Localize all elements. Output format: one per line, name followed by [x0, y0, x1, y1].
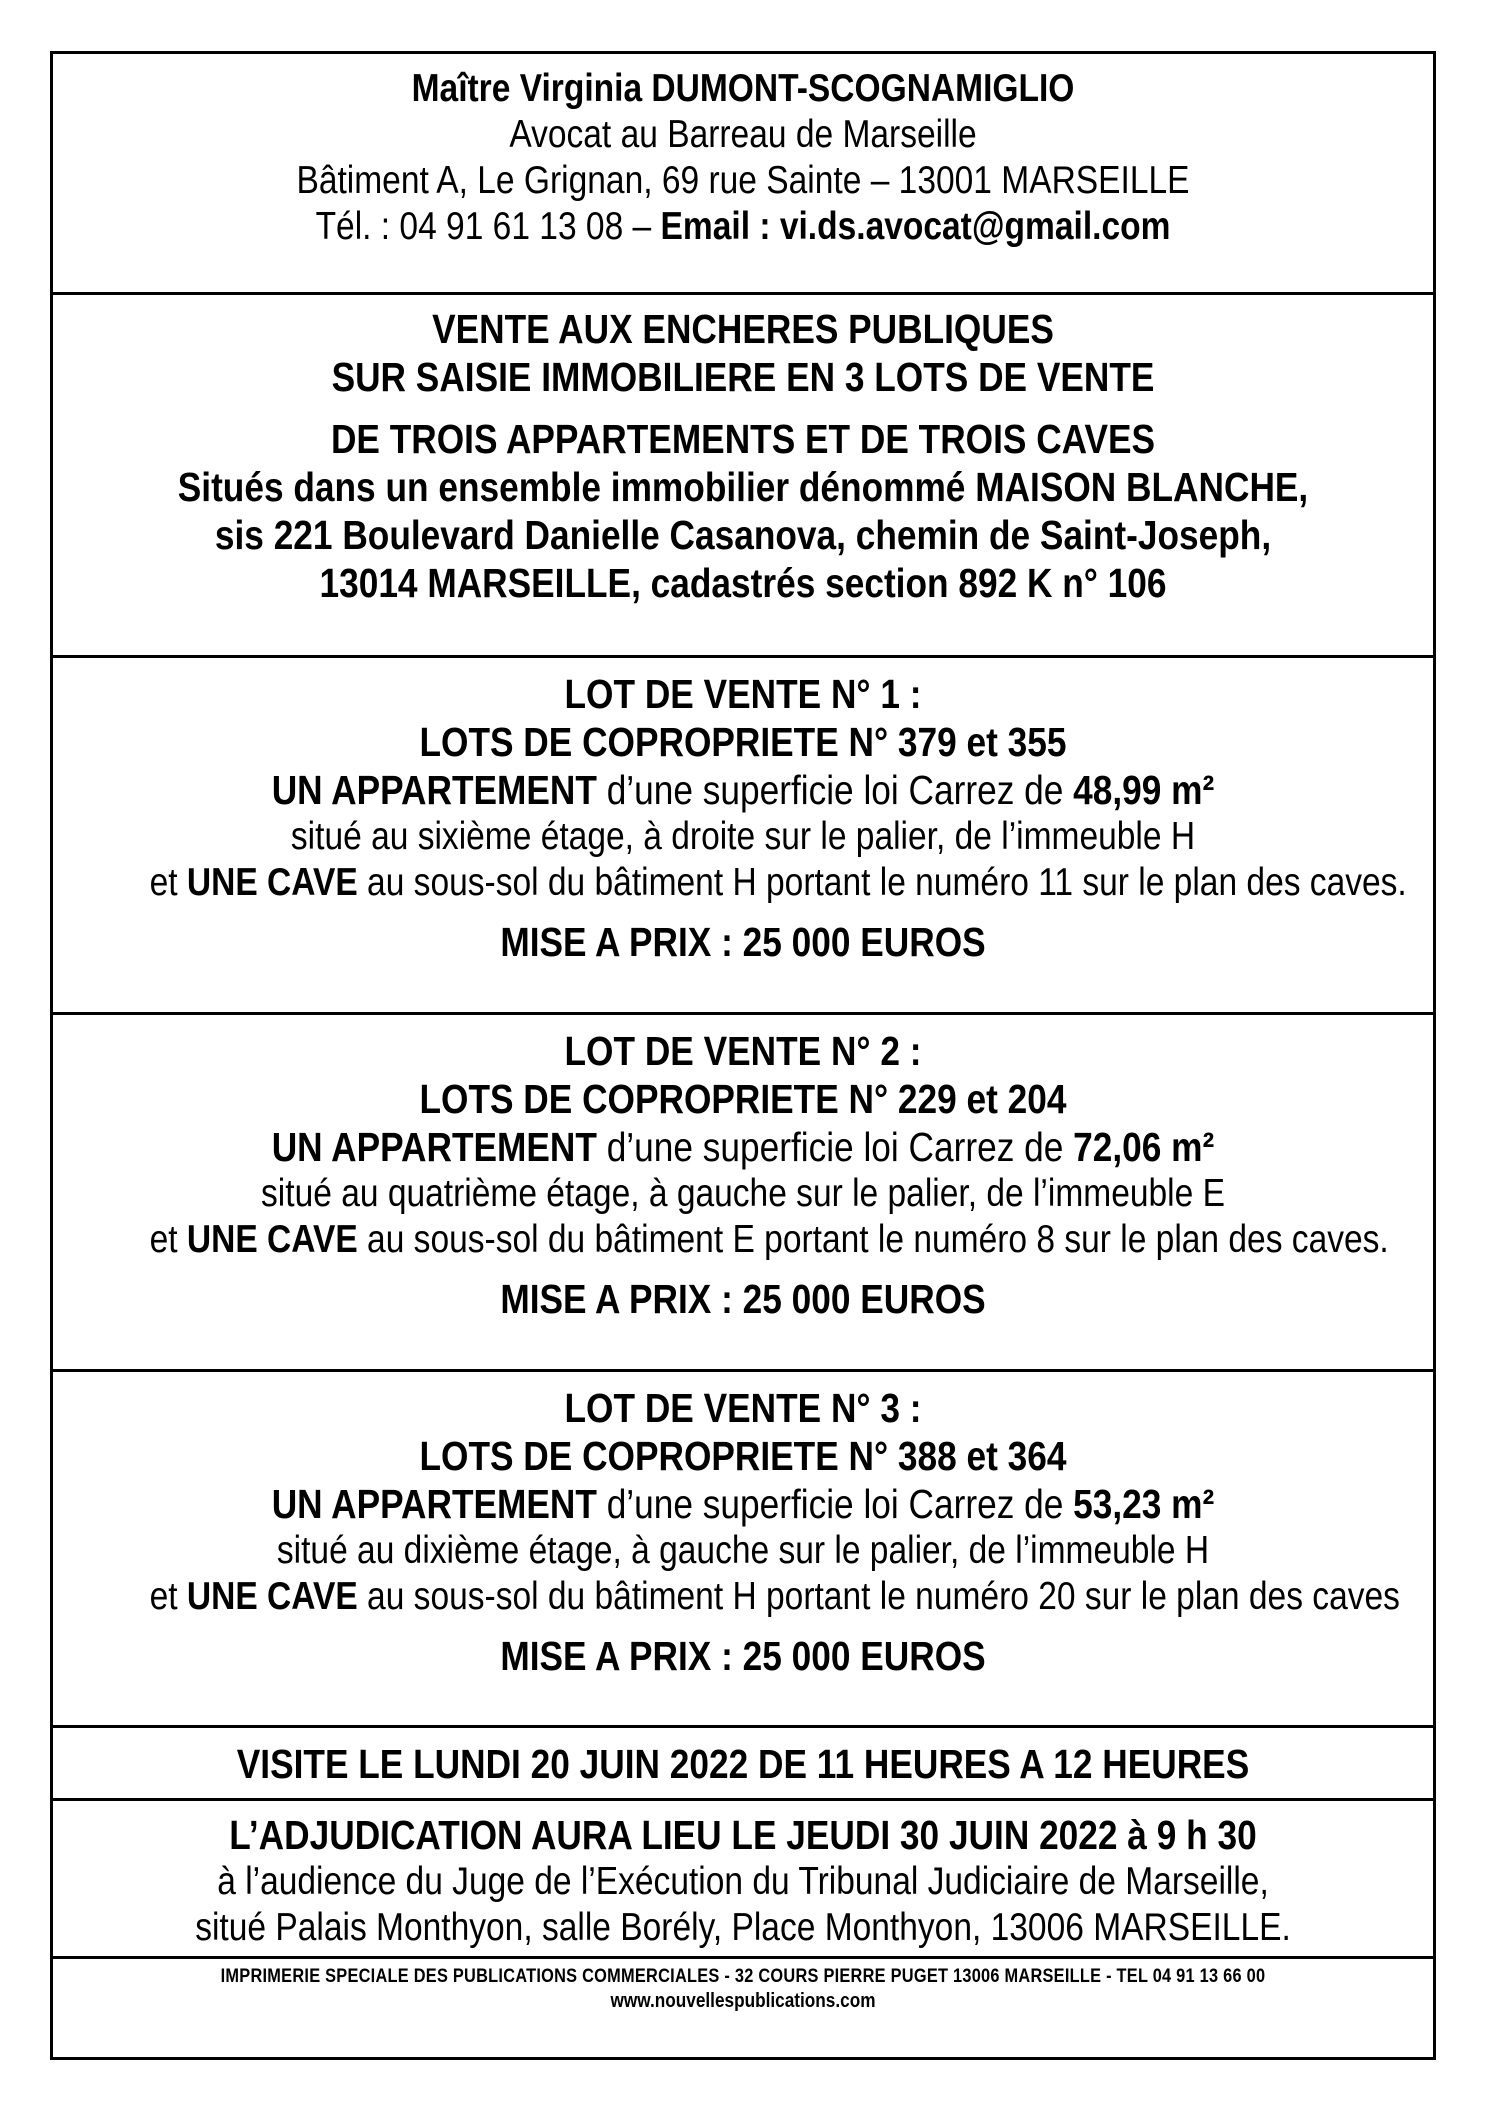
- printer-info: IMPRIMERIE SPECIALE DES PUBLICATIONS COMMERCIALES - 32 COURS PIERRE PUGET 13006 MARSEILLE - TEL 04 91 13 66 00: [220, 1966, 1266, 1987]
- cave-prefix: et: [149, 1218, 187, 1261]
- lawyer-header: [53, 54, 1433, 304]
- apartment-label: UN APPARTEMENT: [271, 1124, 597, 1170]
- lot-apartment: [150, 1123, 1337, 1171]
- cave-label: UNE CAVE: [186, 1575, 358, 1618]
- apartment-area: 53,23 m²: [1073, 1481, 1215, 1527]
- apartment-label: UN APPARTEMENT: [271, 767, 597, 813]
- sale-description: [53, 292, 1433, 668]
- apartment-text: d’une superficie loi Carrez de: [596, 1481, 1074, 1527]
- lot-cave: [149, 1217, 1389, 1263]
- sale-line-6: 13014 MARSEILLE, cadastrés section 892 K n° 106: [319, 560, 1167, 606]
- lawyer-name: Maître Virginia DUMONT-SCOGNAMIGLIO: [411, 67, 1075, 110]
- sale-line-1: VENTE AUX ENCHERES PUBLIQUES: [432, 306, 1054, 352]
- lot-title: LOT DE VENTE N° 1 :: [564, 671, 922, 717]
- lot-2: [53, 1012, 1433, 1384]
- lot-cave: [149, 860, 1407, 906]
- apartment-area: 72,06 m²: [1073, 1124, 1215, 1170]
- sale-line-2: SUR SAISIE IMMOBILIERE EN 3 LOTS DE VENTE: [331, 354, 1155, 400]
- sale-line-4: Situés dans un ensemble immobilier dénommé MAISON BLANCHE,: [177, 464, 1309, 510]
- cave-text: au sous-sol du bâtiment E portant le numéro 8 sur le plan des caves.: [357, 1218, 1389, 1261]
- adjudication-line-1: à l’audience du Juge de l’Exécution du Tribunal Judiciaire de Marseille,: [217, 1860, 1269, 1903]
- lot-title: LOT DE VENTE N° 3 :: [564, 1385, 922, 1431]
- printer-website: www.nouvellespublications.com: [610, 1990, 876, 2012]
- lot-location: situé au dixième étage, à gauche sur le palier, de l’immeuble H: [276, 1529, 1210, 1572]
- lot-cave: [149, 1574, 1400, 1620]
- lot-3: [53, 1369, 1433, 1740]
- cave-prefix: et: [149, 1575, 187, 1618]
- lot-copro: LOTS DE COPROPRIETE N° 388 et 364: [419, 1433, 1067, 1479]
- apartment-label: UN APPARTEMENT: [271, 1481, 597, 1527]
- sale-line-3: DE TROIS APPARTEMENTS ET DE TROIS CAVES: [330, 416, 1156, 462]
- apartment-text: d’une superficie loi Carrez de: [596, 1124, 1074, 1170]
- adjudication-line-2: situé Palais Monthyon, salle Borély, Place Monthyon, 13006 MARSEILLE.: [195, 1906, 1291, 1949]
- visit-text: VISITE LE LUNDI 20 JUIN 2022 DE 11 HEURES A 12 HEURES: [236, 1741, 1250, 1787]
- lot-apartment: [150, 1480, 1337, 1528]
- lot-title: LOT DE VENTE N° 2 :: [564, 1028, 922, 1074]
- lot-location: situé au quatrième étage, à gauche sur le palier, de l’immeuble E: [261, 1172, 1225, 1215]
- lawyer-address: Bâtiment A, Le Grignan, 69 rue Sainte – 13001 MARSEILLE: [296, 159, 1190, 202]
- lot-1: [53, 655, 1433, 1027]
- lot-price: MISE A PRIX : 25 000 EUROS: [500, 919, 986, 965]
- lot-location: situé au sixième étage, à droite sur le palier, de l’immeuble H: [290, 815, 1196, 858]
- cave-text: au sous-sol du bâtiment H portant le numéro 11 sur le plan des caves.: [357, 861, 1407, 904]
- lawyer-email: Email : vi.ds.avocat@gmail.com: [660, 205, 1171, 248]
- legal-notice-frame: [50, 51, 1436, 2060]
- lot-apartment: [150, 766, 1337, 814]
- lawyer-title: Avocat au Barreau de Marseille: [509, 113, 977, 156]
- printer-footer: [53, 1956, 1433, 2013]
- lot-price: MISE A PRIX : 25 000 EUROS: [500, 1633, 986, 1679]
- adjudication-title: L’ADJUDICATION AURA LIEU LE JEUDI 30 JUIN 2022 à 9 h 30: [229, 1812, 1257, 1858]
- lawyer-contact: [150, 204, 1337, 250]
- cave-label: UNE CAVE: [186, 1218, 358, 1261]
- lot-price: MISE A PRIX : 25 000 EUROS: [500, 1276, 986, 1322]
- cave-prefix: et: [149, 861, 187, 904]
- apartment-text: d’une superficie loi Carrez de: [596, 767, 1074, 813]
- lot-copro: LOTS DE COPROPRIETE N° 379 et 355: [419, 719, 1067, 765]
- lot-copro: LOTS DE COPROPRIETE N° 229 et 204: [419, 1076, 1067, 1122]
- lawyer-phone: Tél. : 04 91 61 13 08 –: [315, 205, 661, 248]
- cave-label: UNE CAVE: [186, 861, 358, 904]
- apartment-area: 48,99 m²: [1073, 767, 1215, 813]
- cave-text: au sous-sol du bâtiment H portant le numéro 20 sur le plan des caves: [357, 1575, 1400, 1618]
- adjudication-section: [53, 1798, 1433, 1969]
- sale-line-5: sis 221 Boulevard Danielle Casanova, chemin de Saint-Joseph,: [214, 512, 1272, 558]
